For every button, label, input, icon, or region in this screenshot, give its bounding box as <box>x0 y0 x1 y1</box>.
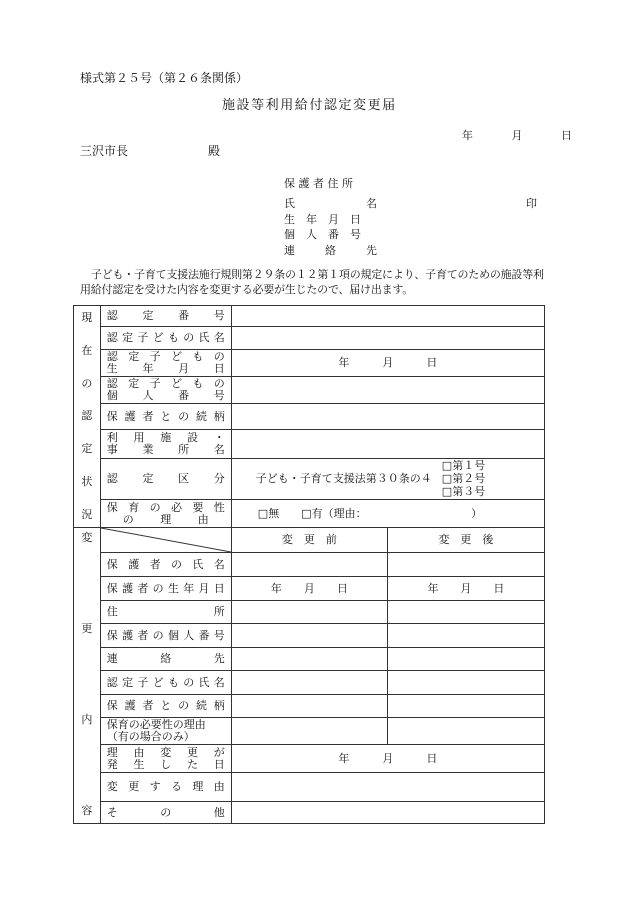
change-child-name-before[interactable] <box>231 671 387 695</box>
side-char: 容 <box>81 804 93 817</box>
side-char: 状 <box>81 475 93 489</box>
change-need-before[interactable] <box>231 718 387 745</box>
facility-label-line1: 利 用 施 設 ・ <box>106 431 225 444</box>
guardian-contact-label-right: 先 <box>366 244 377 257</box>
change-relation-label: 保護者との続柄 <box>100 695 231 718</box>
submission-date: 年 月 日 <box>462 129 578 142</box>
notification-table <box>73 305 545 824</box>
change-address-label: 住 所 <box>100 601 231 624</box>
other-label: そ の 他 <box>100 802 231 824</box>
change-guardian-birth-after[interactable]: 年 月 日 <box>387 577 544 601</box>
child-birth-label-line2: 生 年 月 日 <box>106 362 225 375</box>
change-guardian-name-label: 保 護 者 の 氏 名 <box>100 553 231 577</box>
need-label-line1: 保 育 の 必 要 性 <box>106 500 225 514</box>
facility-field[interactable] <box>231 430 544 459</box>
guardian-birth-label: 生 年 月 日 <box>284 213 361 226</box>
category-option-2[interactable]: □第２号 <box>441 472 486 485</box>
change-date-label-line1: 理 由 変 更 が <box>106 745 225 759</box>
diagonal-header-cell <box>100 528 231 553</box>
current-status-side-label <box>74 306 101 528</box>
after-header: 変 更 後 <box>387 528 544 553</box>
child-name-field[interactable] <box>231 327 544 350</box>
category-option-3[interactable]: □第３号 <box>441 485 486 498</box>
facility-label-line2: 事 業 所 名 <box>106 443 225 456</box>
child-birth-label <box>100 350 231 377</box>
seal-mark: 印 <box>526 197 537 210</box>
change-reason-label: 変 更 す る 理 由 <box>100 773 231 802</box>
change-need-after[interactable] <box>387 718 544 745</box>
form-number: 様式第２５号（第２６条関係） <box>80 71 249 85</box>
category-law-text: 子ども・子育て支援法第３０条の４ <box>255 472 432 485</box>
child-number-label-line2: 個 人 番 号 <box>106 389 225 402</box>
facility-label <box>100 430 231 459</box>
relation-label: 保護者との続柄 <box>100 404 231 430</box>
guardian-name-label-left: 氏 <box>284 197 295 210</box>
change-need-label-line2: （有の場合のみ） <box>106 730 195 743</box>
need-label-line2: の 理 由 <box>122 512 209 526</box>
change-guardian-name-after[interactable] <box>387 553 544 577</box>
before-header: 変 更 前 <box>231 528 387 553</box>
intro-paragraph: 子ども・子育て支援法施行規則第２９条の１２第１項の規定により、子育てのための施設等利用給付認定を受けた内容を変更する必要が生じたので、届け出ます。 <box>80 268 544 296</box>
change-section-side-label <box>74 528 101 824</box>
category-label: 認 定 区 分 <box>100 459 231 500</box>
change-contact-label: 連 絡 先 <box>100 648 231 671</box>
side-char: の <box>81 376 93 390</box>
change-address-before[interactable] <box>231 601 387 624</box>
diagonal-line <box>101 528 231 552</box>
change-guardian-number-label: 保護者の個人番号 <box>100 624 231 648</box>
change-child-name-label: 認定子どもの氏名 <box>100 671 231 695</box>
child-birth-field[interactable]: 年 月 日 <box>231 350 544 377</box>
change-need-label-line1: 保育の必要性の理由 <box>106 718 206 731</box>
change-address-after[interactable] <box>387 601 544 624</box>
change-guardian-name-before[interactable] <box>231 553 387 577</box>
cert-number-field[interactable] <box>231 306 544 327</box>
change-guardian-birth-label: 保護者の生年月日 <box>100 577 231 601</box>
child-number-label-line1: 認 定 子 ど も の <box>106 377 225 390</box>
change-relation-before[interactable] <box>231 695 387 718</box>
child-number-field[interactable] <box>231 377 544 404</box>
side-char: 変 <box>81 531 93 544</box>
guardian-address-label: 保 護 者 住 所 <box>284 177 353 190</box>
side-char: 況 <box>81 507 93 521</box>
addressee: 三沢市長 <box>80 144 129 158</box>
change-reason-field[interactable] <box>231 773 544 802</box>
other-field[interactable] <box>231 802 544 824</box>
change-need-label <box>100 718 231 745</box>
guardian-name-label-right: 名 <box>366 197 377 210</box>
change-date-label-line2: 発 生 し た 日 <box>106 757 225 771</box>
guardian-mynumber-label: 個 人 番 号 <box>284 228 361 241</box>
side-char: 更 <box>81 622 93 635</box>
change-child-name-after[interactable] <box>387 671 544 695</box>
guardian-contact-label-mid: 絡 <box>325 244 336 257</box>
change-contact-before[interactable] <box>231 648 387 671</box>
form-title: 施設等利用給付認定変更届 <box>222 98 397 113</box>
need-field[interactable]: □無 □有（理由： ） <box>231 500 544 528</box>
change-guardian-birth-before[interactable]: 年 月 日 <box>231 577 387 601</box>
change-guardian-number-after[interactable] <box>387 624 544 648</box>
side-char: 在 <box>81 343 93 357</box>
side-char: 内 <box>81 713 93 726</box>
need-label <box>100 500 231 528</box>
side-char: 認 <box>81 409 93 423</box>
change-guardian-number-before[interactable] <box>231 624 387 648</box>
change-contact-after[interactable] <box>387 648 544 671</box>
addressee-honorific: 殿 <box>208 144 221 158</box>
side-char: 定 <box>81 442 93 456</box>
category-option-1[interactable]: □第１号 <box>441 459 486 472</box>
change-date-label <box>100 745 231 773</box>
change-relation-after[interactable] <box>387 695 544 718</box>
child-birth-label-line1: 認 定 子 ど も の <box>106 350 225 363</box>
side-char: 現 <box>81 311 93 324</box>
relation-field[interactable] <box>231 404 544 430</box>
category-field <box>231 459 544 500</box>
cert-number-label: 認 定 番 号 <box>100 306 231 327</box>
child-name-label: 認定子どもの氏名 <box>100 327 231 350</box>
child-number-label <box>100 377 231 404</box>
guardian-contact-label-left: 連 <box>284 244 295 257</box>
change-date-field[interactable]: 年 月 日 <box>231 745 544 773</box>
